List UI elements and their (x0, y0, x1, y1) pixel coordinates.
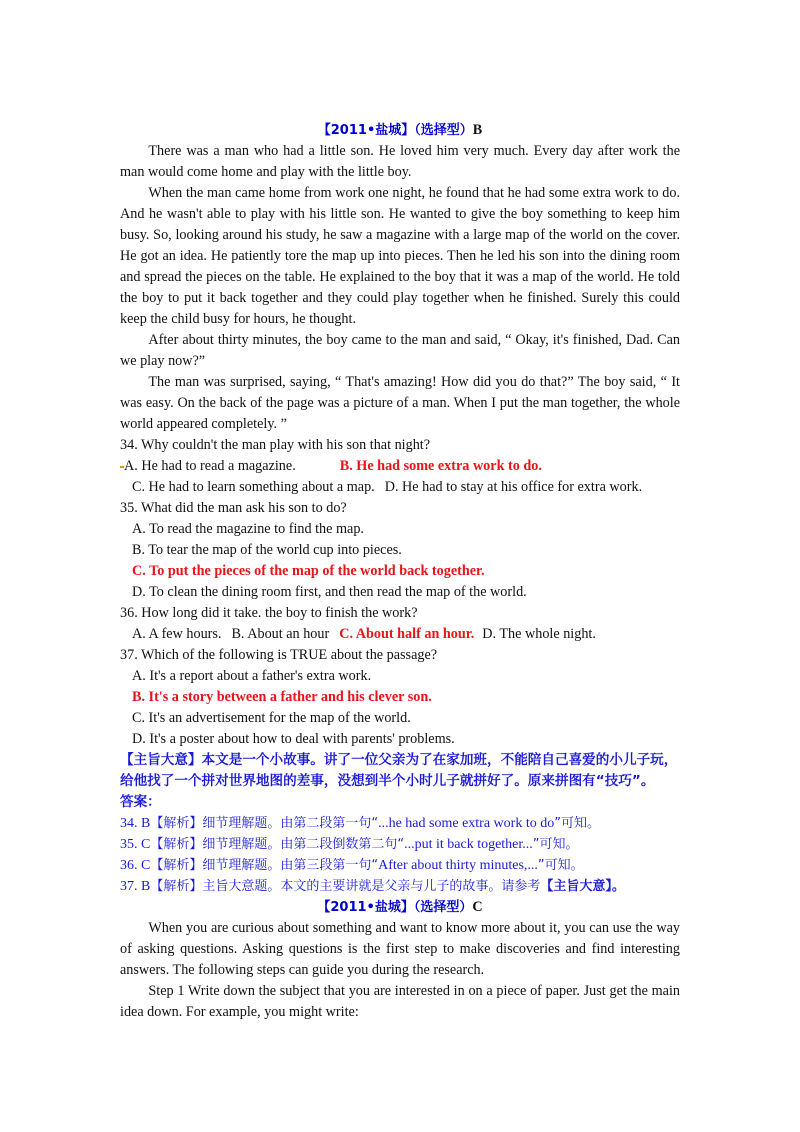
question-34-option-d: D. He had to stay at his office for extra work. (384, 479, 643, 495)
question-34-option-b-answer: B. He had some extra work to do. (339, 458, 542, 474)
explanation-37 (120, 876, 680, 897)
explanation-36-end: ”可知。 (537, 858, 584, 873)
passage-c-paragraph-1: When you are curious about something and want to know more about it, you can use the way of asking questions. Asking questions is the first step to make discoveries and find interesting answers. The following steps can guide you during the research. (120, 920, 680, 978)
question-34-row-1 (120, 456, 680, 477)
explanation-34-number: 34. B (120, 816, 151, 831)
question-34-option-c: C. He had to learn something about a map. (132, 479, 375, 495)
passage-b-paragraph-4: The man was surprised, saying, “ That's amazing! How did you do that?” The boy said, “ It was easy. On the back of the page was a picture of a man. When I put the man together, the whole world appeared completely. ” (120, 374, 680, 432)
explanation-35 (120, 834, 680, 855)
explanation-34-text: 【解析】细节理解题。由第二段第一句“ (150, 816, 379, 831)
explanation-35-quote: ...put it back together... (404, 837, 533, 852)
question-36-option-c-answer: C. About half an hour. (339, 626, 475, 642)
explanation-34-end: ”可知。 (554, 816, 600, 831)
question-34-option-a: A. He had to read a magazine. (124, 458, 296, 474)
section-heading-b (120, 120, 680, 141)
passage-b-paragraph-2: When the man came home from work one night, he found that he had some extra work to do. And he wasn't able to play with his little son. He wanted to give the boy something to keep him busy. So, looking around his study, he saw a magazine with a large map of the world on the cover. He got an idea. He patiently tore the map up into pieces. Then he led his son into the dining room and spread the pieces on the table. He explained to the boy that it was a map of the world. He told the boy to put it back together and they could play together when he finished. Surely this could keep the child busy for hours, he thought. (120, 185, 680, 327)
answers-label: 答案： (120, 794, 161, 810)
heading-b-prefix: 【2011•盐城】（选择型） (317, 123, 473, 138)
explanation-35-text: 【解析】细节理解题。由第二段倒数第二句“ (150, 837, 405, 852)
question-36-stem: 36. How long did it take. the boy to finish the work? (120, 605, 418, 621)
passage-summary: 【主旨大意】本文是一个小故事。讲了一位父亲为了在家加班，不能陪自己喜爱的小儿子玩，给他找了一个拼对世界地图的差事，没想到半个小时儿子就拼好了。原来拼图有“技巧”。 (120, 752, 678, 789)
explanation-36-quote: After about thirty minutes,... (378, 858, 538, 873)
heading-c-letter: C (472, 899, 483, 915)
question-37-option-d: D. It's a poster about how to deal with parents' problems. (132, 731, 455, 747)
question-35-option-a: A. To read the magazine to find the map. (132, 521, 364, 537)
explanation-34-quote: ...he had some extra work to do (378, 816, 555, 831)
explanation-35-end: ”可知。 (532, 837, 579, 852)
passage-c-paragraph-2: Step 1 Write down the subject that you are interested in on a piece of paper. Just get the main idea down. For example, you might write: (120, 983, 680, 1020)
explanation-36 (120, 855, 680, 876)
explanation-36-number: 36. C (120, 858, 151, 873)
passage-b-paragraph-3: After about thirty minutes, the boy came to the man and said, “ Okay, it's finished, Dad. Can we play now?” (120, 332, 680, 369)
question-36-option-d: D. The whole night. (482, 626, 596, 642)
explanation-37-text: 【解析】主旨大意题。本文的主要讲就是父亲与儿子的故事。请参考 (150, 879, 541, 894)
section-heading-c (120, 897, 680, 918)
passage-b-paragraph-1: There was a man who had a little son. He loved him very much. Every day after work the man would come home and play with the little boy. (120, 143, 680, 180)
question-37-stem: 37. Which of the following is TRUE about the passage? (120, 647, 438, 663)
question-37-option-b-answer: B. It's a story between a father and his clever son. (132, 689, 432, 705)
question-35-option-b: B. To tear the map of the world cup into pieces. (132, 542, 402, 558)
document-content (120, 120, 680, 1023)
question-37-option-a: A. It's a report about a father's extra work. (132, 668, 372, 684)
question-35-option-d: D. To clean the dining room first, and then read the map of the world. (132, 584, 527, 600)
heading-c-prefix: 【2011•盐城】（选择型） (317, 900, 473, 915)
explanation-36-text: 【解析】细节理解题。由第三段第一句“ (150, 858, 379, 873)
explanation-37-number: 37. B (120, 879, 151, 894)
question-36-row (120, 624, 680, 645)
question-37-option-c: C. It's an advertisement for the map of the world. (132, 710, 411, 726)
explanation-34 (120, 813, 680, 834)
question-34-stem: 34. Why couldn't the man play with his son that night? (120, 437, 431, 453)
question-36-option-b: B. About an hour (231, 626, 330, 642)
question-34-row-2 (120, 477, 680, 498)
explanation-37-end: 【主旨大意】。 (540, 879, 625, 894)
explanation-35-number: 35. C (120, 837, 151, 852)
question-35-stem: 35. What did the man ask his son to do? (120, 500, 347, 516)
heading-b-letter: B (472, 122, 483, 138)
question-36-option-a: A. A few hours. (132, 626, 222, 642)
question-35-option-c-answer: C. To put the pieces of the map of the world back together. (132, 563, 485, 579)
